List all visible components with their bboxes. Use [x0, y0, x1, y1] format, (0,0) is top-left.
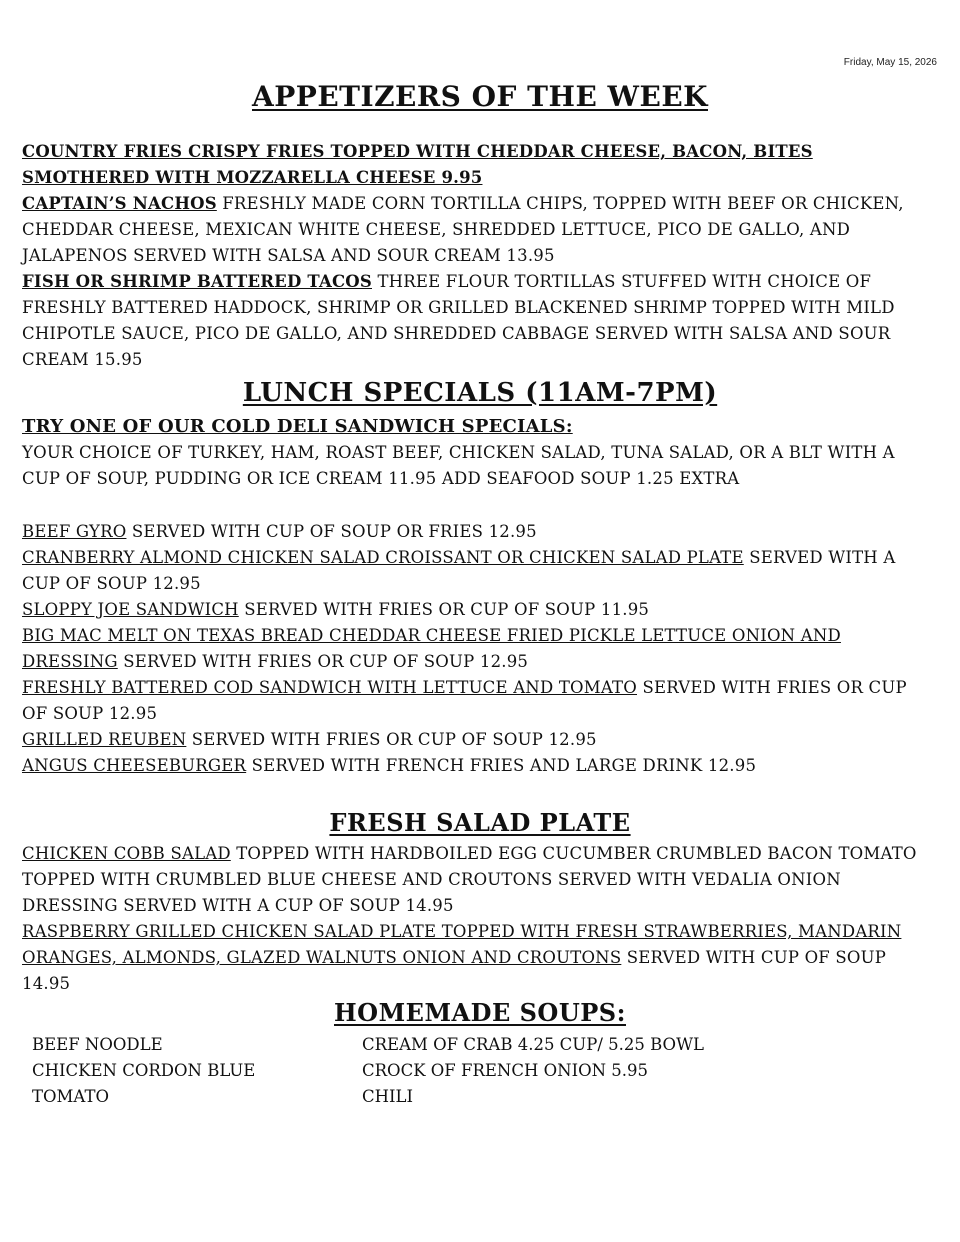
soups-heading: HOMEMADE SOUPS:	[334, 998, 626, 1027]
soup-right: CHILI	[362, 1087, 414, 1106]
soup-right: CROCK OF FRENCH ONION 5.95	[362, 1061, 649, 1080]
item-name: CRANBERRY ALMOND CHICKEN SALAD CROISSANT OR CHICKEN SALAD PLATE	[22, 548, 744, 567]
menu-item	[22, 919, 922, 997]
salad-list	[22, 841, 922, 997]
item-name: ANGUS CHEESEBURGER	[22, 756, 247, 775]
deli-description: YOUR CHOICE OF TURKEY, HAM, ROAST BEEF, CHICKEN SALAD, TUNA SALAD, OR A BLT WITH A CUP OF SOUP, PUDDING OR ICE CREAM 11.95 ADD SEAFOOD SOUP 1.25 EXTRA	[22, 443, 895, 488]
deli-heading: TRY ONE OF OUR COLD DELI SANDWICH SPECIALS:	[22, 416, 573, 437]
menu-item	[22, 727, 922, 753]
item-description: SERVED WITH FRIES OR CUP OF SOUP 12.95	[186, 730, 597, 749]
menu-item	[22, 597, 922, 623]
menu-item	[22, 623, 922, 675]
soup-right: CREAM OF CRAB 4.25 CUP/ 5.25 BOWL	[362, 1035, 704, 1054]
lunch-heading: LUNCH SPECIALS (11AM-7PM)	[242, 378, 718, 408]
item-name: COUNTRY FRIES CRISPY FRIES TOPPED WITH CHEDDAR CHEESE, BACON, BITES SMOTHERED WITH MOZZARELLA CHEESE 9.95	[22, 142, 813, 187]
item-description: FRESHLY MADE CORN TORTILLA CHIPS, TOPPED WITH BEEF OR CHICKEN, CHEDDAR CHEESE, MEXICAN WHITE CHEESE, SHREDDED LETTUCE, PICO DE GALLO, AND JALAPENOS SERVED WITH SALSA AND SOUR CREAM 13.95	[22, 194, 904, 265]
item-name: CHICKEN COBB SALAD	[22, 844, 231, 863]
menu-item	[22, 269, 922, 373]
salad-heading: FRESH SALAD PLATE	[329, 808, 631, 837]
soup-left: BEEF NOODLE	[32, 1035, 163, 1054]
item-description: THREE FLOUR TORTILLAS STUFFED WITH CHOICE OF FRESHLY BATTERED HADDOCK, SHRIMP OR GRILLED BLACKENED SHRIMP TOPPED WITH MILD CHIPOTLE SAUCE, PICO DE GALLO, AND SHREDDED CABBAGE SERVED WITH SALSA AND SOUR CREAM 15.95	[22, 272, 895, 369]
appetizers-list	[22, 139, 922, 373]
menu-item	[22, 191, 922, 269]
menu-item	[22, 519, 922, 545]
item-description: SERVED WITH FRENCH FRIES AND LARGE DRINK 12.95	[246, 756, 757, 775]
item-name: BEEF GYRO	[22, 522, 127, 541]
soups-list	[32, 1032, 704, 1110]
item-description: SERVED WITH FRIES OR CUP OF SOUP 11.95	[238, 600, 650, 619]
menu-item	[22, 545, 922, 597]
item-description: SERVED WITH FRIES OR CUP OF SOUP 12.95	[22, 678, 907, 723]
item-name: RASPBERRY GRILLED CHICKEN SALAD PLATE TOPPED WITH FRESH STRAWBERRIES, MANDARIN ORANGES, ALMONDS, GLAZED WALNUTS ONION AND CROUTONS	[22, 922, 902, 967]
menu-item	[22, 675, 922, 727]
item-description: SERVED WITH CUP OF SOUP 14.95	[22, 948, 887, 993]
menu-date: Friday, May 15, 2026	[843, 57, 937, 68]
item-description: TOPPED WITH HARDBOILED EGG CUCUMBER CRUMBLED BACON TOMATO TOPPED WITH CRUMBLED BLUE CHEESE AND CROUTONS SERVED WITH VEDALIA ONION DRESSING SERVED WITH A CUP OF SOUP 14.95	[22, 844, 917, 915]
menu-item	[22, 753, 922, 779]
menu-item	[22, 139, 922, 191]
item-name: CAPTAIN’S NACHOS	[22, 194, 217, 213]
item-name: FISH OR SHRIMP BATTERED TACOS	[22, 272, 372, 291]
item-description: SERVED WITH CUP OF SOUP OR FRIES 12.95	[126, 522, 537, 541]
item-name: BIG MAC MELT ON TEXAS BREAD CHEDDAR CHEESE FRIED PICKLE LETTUCE ONION AND DRESSING	[22, 626, 841, 671]
appetizers-heading: APPETIZERS OF THE WEEK	[252, 80, 708, 113]
item-name: SLOPPY JOE SANDWICH	[22, 600, 239, 619]
lunch-list	[22, 519, 922, 779]
item-name: FRESHLY BATTERED COD SANDWICH WITH LETTUCE AND TOMATO	[22, 678, 637, 697]
item-description: SERVED WITH FRIES OR CUP OF SOUP 12.95	[117, 652, 529, 671]
soup-row	[32, 1084, 704, 1110]
soup-left: TOMATO	[32, 1087, 109, 1106]
soup-left: CHICKEN CORDON BLUE	[32, 1061, 256, 1080]
deli-section	[22, 414, 922, 492]
menu-item	[22, 841, 922, 919]
soup-row	[32, 1032, 704, 1058]
item-name: GRILLED REUBEN	[22, 730, 187, 749]
item-description: SERVED WITH A CUP OF SOUP 12.95	[22, 548, 896, 593]
soup-row	[32, 1058, 704, 1084]
